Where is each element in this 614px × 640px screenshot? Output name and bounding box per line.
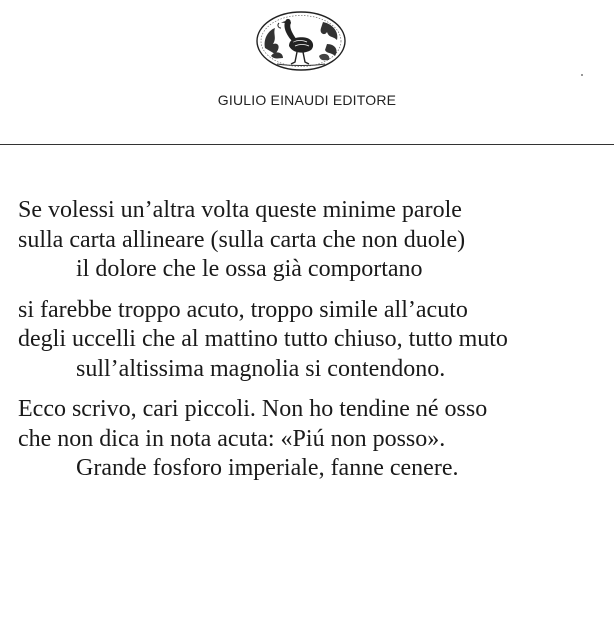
- publisher-name: GIULIO EINAUDI EDITORE: [217, 92, 397, 108]
- poem-line: che non dica in nota acuta: «Piú non posso».: [18, 425, 446, 452]
- poem-line: Ecco scrivo, cari piccoli. Non ho tendine né osso: [18, 396, 488, 422]
- header-divider: [0, 144, 614, 145]
- poem-line: si farebbe troppo acuto, troppo simile all’acuto: [18, 296, 468, 323]
- print-speck: [581, 74, 583, 76]
- poem: [18, 196, 614, 495]
- poem-line: sulla carta allineare (sulla carta che non duole): [18, 226, 466, 253]
- poem-line-indented: sull’altissima magnolia si contendono.: [76, 355, 446, 382]
- stanza-3: [18, 395, 614, 484]
- poem-line-indented: Grande fosforo imperiale, fanne cenere.: [76, 455, 459, 481]
- stanza-1: [18, 196, 614, 285]
- poem-line-indented: il dolore che le ossa già comportano: [76, 256, 423, 282]
- poem-line: Se volessi un’altra volta queste minime parole: [18, 197, 462, 223]
- stanza-2: [18, 296, 614, 385]
- einaudi-ostrich-logo-icon: [253, 8, 349, 74]
- poem-line: degli uccelli che al mattino tutto chiuso, tutto muto: [18, 326, 508, 352]
